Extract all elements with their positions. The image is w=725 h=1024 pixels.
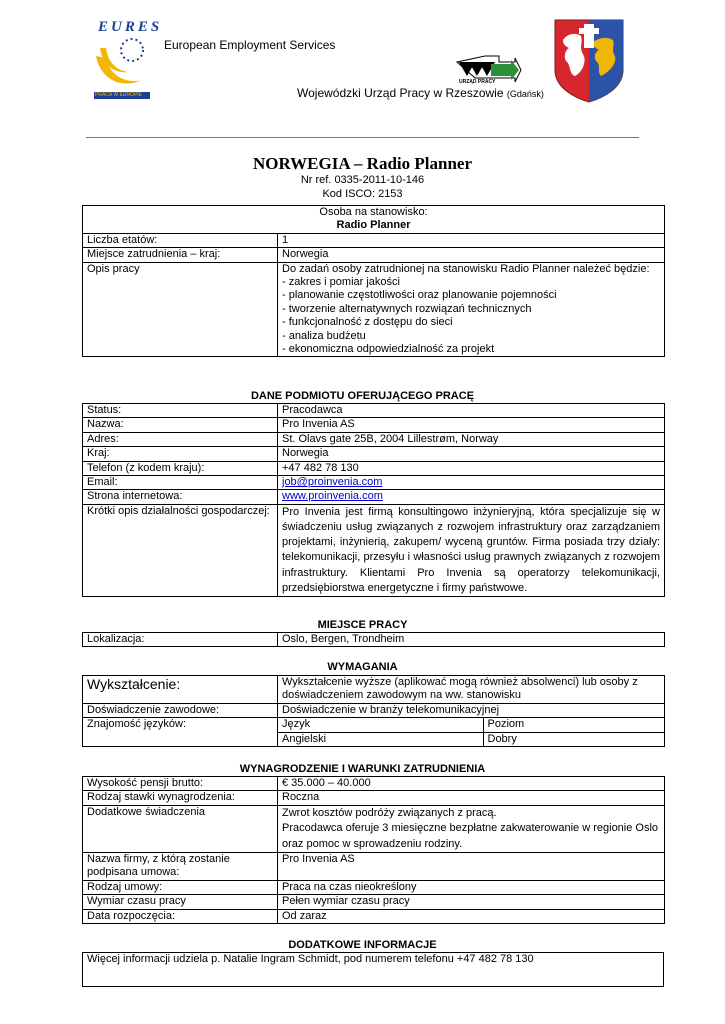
row-value: € 35.000 – 40.000 <box>278 777 665 791</box>
row-label: Rodzaj umowy: <box>83 880 278 894</box>
additional-heading: DODATKOWE INFORMACJE <box>288 939 437 951</box>
row-label: Opis pracy <box>83 262 278 357</box>
benefits-cell <box>278 805 665 852</box>
duty-item: - zakres i pomiar jakości <box>282 276 400 289</box>
duty-item: - analiza budżetu <box>282 329 366 342</box>
table-row <box>83 895 665 909</box>
workplace-table <box>82 632 665 647</box>
table-row <box>83 853 665 881</box>
table-row <box>278 718 665 732</box>
position-table <box>82 205 665 357</box>
table-row <box>83 805 665 852</box>
table-row <box>83 777 665 791</box>
row-label: Wysokość pensji brutto: <box>83 777 278 791</box>
table-row <box>83 432 665 446</box>
languages-header-level: Poziom <box>483 718 665 732</box>
position-header-cell <box>83 206 665 234</box>
office-name: Wojewódzki Urząd Pracy w Rzeszowie <box>297 86 504 100</box>
row-label: Email: <box>83 476 278 490</box>
org-name: European Employment Services <box>164 38 336 52</box>
urzad-pracy-logo-text: URZĄD PRACY <box>459 79 496 85</box>
table-row <box>83 676 665 704</box>
duty-item: - planowanie częstotliwości oraz planowanie pojemności <box>282 289 557 302</box>
table-row <box>83 476 665 490</box>
table-row <box>83 633 665 647</box>
row-value: Wykształcenie wyższe (aplikować mogą również absolwenci) lub osoby z doświadczeniem zawodowym na ww. stanowisku <box>278 676 665 704</box>
table-row <box>278 732 665 746</box>
duty-item: Do zadań osoby zatrudnionej na stanowisku Radio Planner należeć będzie: <box>282 262 650 275</box>
duty-item: - funkcjonalność z dostępu do sieci <box>282 316 453 329</box>
website-cell <box>278 490 665 504</box>
table-row <box>83 418 665 432</box>
table-row <box>83 504 665 596</box>
email-cell <box>278 476 665 490</box>
table-row <box>83 718 665 747</box>
duty-item: - ekonomiczna odpowiedzialność za projekt <box>282 343 495 356</box>
row-label: Nazwa firmy, z którą zostanie podpisana umowa: <box>83 853 278 881</box>
eures-logo-caption: PRACA W EUROPIE <box>95 92 142 98</box>
row-value: Roczna <box>278 791 665 805</box>
table-row <box>83 791 665 805</box>
row-label: Wykształcenie: <box>83 676 278 704</box>
eures-logo <box>92 18 163 102</box>
row-value: Pro Invenia AS <box>278 418 665 432</box>
urzad-pracy-logo <box>455 52 521 88</box>
row-value: Praca na czas nieokreślony <box>278 880 665 894</box>
position-name: Radio Planner <box>336 219 411 232</box>
row-value: +47 482 78 130 <box>278 461 665 475</box>
languages-cell <box>278 718 665 747</box>
row-label: Rodzaj stawki wynagrodzenia: <box>83 791 278 805</box>
row-label: Wymiar czasu pracy <box>83 895 278 909</box>
row-value: Od zaraz <box>278 909 665 923</box>
requirements-table <box>82 675 665 747</box>
row-value: Oslo, Bergen, Trondheim <box>278 633 665 647</box>
position-caption: Osoba na stanowisko: <box>319 206 428 218</box>
row-label: Telefon (z kodem kraju): <box>83 461 278 475</box>
row-value: St. Olavs gate 25B, 2004 Lillestrøm, Norway <box>278 432 665 446</box>
employer-table <box>82 403 665 597</box>
row-label: Kraj: <box>83 447 278 461</box>
office-name-line <box>297 86 544 100</box>
row-label: Data rozpoczęcia: <box>83 909 278 923</box>
row-label: Doświadczenie zawodowe: <box>83 703 278 717</box>
row-label: Status: <box>83 404 278 418</box>
table-row <box>83 461 665 475</box>
row-value: 1 <box>278 233 665 247</box>
additional-table <box>82 952 664 987</box>
duty-item: - tworzenie alternatywnych rozwiązań technicznych <box>282 302 532 315</box>
row-label: Znajomość języków: <box>83 718 278 747</box>
table-row <box>83 953 664 987</box>
reference-number: Nr ref. 0335-2011-10-146 <box>300 174 425 186</box>
row-label: Lokalizacja: <box>83 633 278 647</box>
website-link[interactable]: www.proinvenia.com <box>282 490 383 503</box>
row-label: Strona internetowa: <box>83 490 278 504</box>
benefit-item: Pracodawca oferuje 3 miesięczne bezpłatne zakwaterowanie w regionie Oslo oraz pomoc w sprowadzeniu rodziny. <box>282 822 659 850</box>
row-label: Krótki opis działalności gospodarczej: <box>83 504 278 596</box>
table-row <box>83 490 665 504</box>
languages-table <box>278 718 665 746</box>
row-value: Pracodawca <box>278 404 665 418</box>
salary-heading: WYNAGRODZENIE I WARUNKI ZATRUDNIENIA <box>239 763 486 775</box>
row-label: Dodatkowe świadczenia <box>83 805 278 852</box>
table-row <box>83 206 665 234</box>
table-row <box>83 909 665 923</box>
row-label: Nazwa: <box>83 418 278 432</box>
email-link[interactable]: job@proinvenia.com <box>282 476 383 489</box>
voivodeship-crest <box>553 18 625 102</box>
language-level: Dobry <box>483 732 665 746</box>
row-label: Miejsce zatrudnienia – kraj: <box>83 248 278 262</box>
row-value: Pro Invenia AS <box>278 853 665 881</box>
additional-info: Więcej informacji udziela p. Natalie Ingram Schmidt, pod numerem telefonu +47 482 78 130 <box>83 953 664 987</box>
row-value: Norwegia <box>278 248 665 262</box>
table-row <box>83 233 665 247</box>
salary-table <box>82 776 665 924</box>
table-row <box>83 703 665 717</box>
languages-header-language: Język <box>282 718 311 731</box>
requirements-heading: WYMAGANIA <box>327 661 398 673</box>
language-name: Angielski <box>278 732 483 746</box>
workplace-heading: MIEJSCE PRACY <box>317 619 408 631</box>
page-title: NORWEGIA – Radio Planner <box>252 154 472 173</box>
company-description: Pro Invenia jest firmą konsultingowo inżynieryjną, która specjalizuje się w świadczeniu usług związanych z rozwojem infrastruktury oraz zarządzaniem projektami, inżynierią, zakupem/ wyceną gruntów. Firma posiada trzy działy: telekomunikacji, przesyłu i własności usług prawnych związanych z rozwojem infrastruktury. Klientami Pro Invenia są operatorzy telekomunikacji, przedsiębiorstwa energetyczne i firmy państwowe. <box>278 504 665 596</box>
row-label: Adres: <box>83 432 278 446</box>
table-row <box>83 248 665 262</box>
row-label: Liczba etatów: <box>83 233 278 247</box>
table-row <box>83 447 665 461</box>
svg-text:EURES: EURES <box>98 19 163 35</box>
office-city: (Gdańsk) <box>506 89 544 99</box>
row-value: Doświadczenie w branży telekomunikacyjnej <box>278 703 665 717</box>
isco-code: Kod ISCO: 2153 <box>322 188 403 200</box>
table-row <box>83 404 665 418</box>
row-value: Norwegia <box>278 447 665 461</box>
duties-cell <box>278 262 665 357</box>
row-value: Pełen wymiar czasu pracy <box>278 895 665 909</box>
table-row <box>83 262 665 357</box>
employer-heading: DANE PODMIOTU OFERUJĄCEGO PRACĘ <box>250 390 475 402</box>
table-row <box>83 880 665 894</box>
benefit-item: Zwrot kosztów podróży związanych z pracą. <box>282 806 497 819</box>
header-divider <box>86 137 639 138</box>
